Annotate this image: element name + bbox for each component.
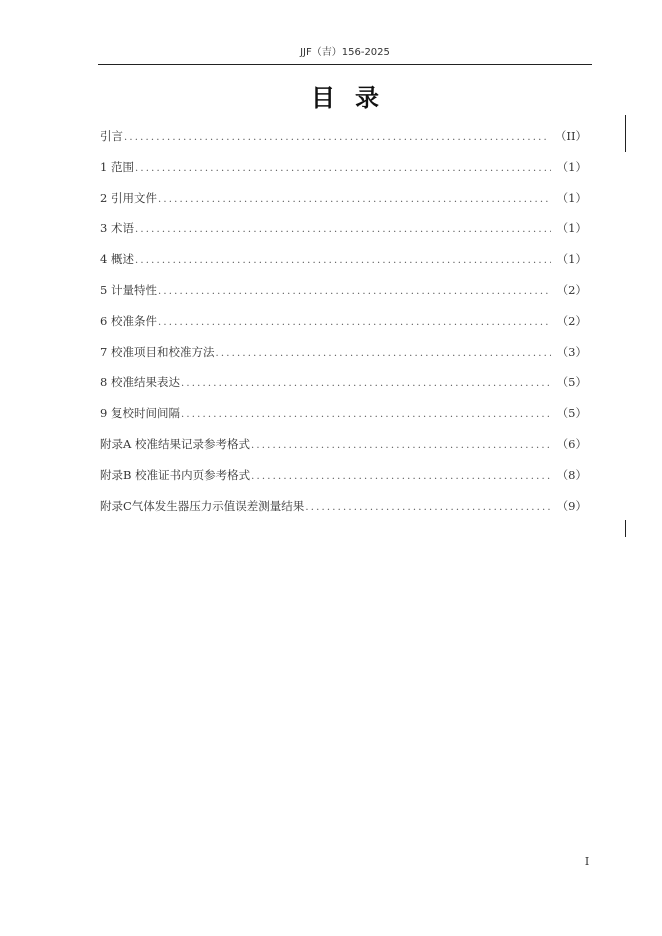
margin-mark-bottom [625, 520, 626, 537]
toc-entry-label: 7 校准项目和校准方法 [100, 344, 215, 359]
toc-entry-metrological-characteristics[interactable] [100, 280, 587, 311]
toc-leader-dots [181, 405, 551, 425]
toc-entry-label: 1 范围 [100, 159, 134, 174]
toc-entry-page: （1） [556, 252, 587, 267]
toc-entry-label: 9 复校时间间隔 [100, 406, 180, 421]
toc-leader-dots [124, 128, 549, 148]
toc-leader-dots [135, 251, 551, 271]
toc-entry-references[interactable] [100, 188, 587, 219]
toc-entry-label: 2 引用文件 [100, 190, 157, 205]
toc-entry-appendix-b[interactable] [100, 465, 587, 496]
toc-entry-foreword[interactable] [100, 126, 587, 157]
toc-entry-label: 6 校准条件 [100, 313, 157, 328]
toc-entry-page: （3） [556, 344, 587, 359]
toc-leader-dots [181, 374, 551, 394]
toc-entry-result-expression[interactable] [100, 372, 587, 403]
toc-entry-page: （2） [556, 282, 587, 297]
toc-entry-label: 附录B 校准证书内页参考格式 [100, 467, 251, 482]
margin-mark-top [625, 115, 626, 152]
toc-entry-page: （1） [556, 159, 587, 174]
toc-entry-page: （6） [556, 436, 587, 451]
toc-entry-page: （9） [556, 498, 587, 513]
toc-entry-overview[interactable] [100, 249, 587, 280]
table-of-contents [100, 126, 587, 526]
toc-entry-label: 3 术语 [100, 221, 134, 236]
toc-entry-calibration-conditions[interactable] [100, 311, 587, 342]
toc-entry-label: 5 计量特性 [100, 282, 157, 297]
toc-entry-label: 8 校准结果表达 [100, 375, 180, 390]
toc-entry-label: 引言 [100, 129, 123, 143]
toc-entry-recalibration-interval[interactable] [100, 403, 587, 434]
toc-leader-dots [158, 313, 551, 333]
toc-entry-page: （1） [556, 221, 587, 236]
toc-leader-dots [251, 436, 551, 456]
toc-entry-label: 附录A 校准结果记录参考格式 [100, 436, 250, 451]
toc-entry-page: （8） [556, 467, 587, 482]
toc-leader-dots [305, 498, 550, 518]
toc-leader-dots [135, 220, 551, 240]
toc-entry-page: （2） [556, 313, 587, 328]
toc-leader-dots [158, 282, 551, 302]
toc-entry-scope[interactable] [100, 157, 587, 188]
page-number: I [584, 855, 590, 868]
toc-entry-calibration-items-methods[interactable] [100, 342, 587, 373]
header-rule [98, 64, 592, 65]
toc-entry-page: （5） [556, 406, 587, 421]
toc-entry-label: 4 概述 [100, 252, 134, 267]
toc-entry-label: 附录C气体发生器压力示值误差测量结果 [100, 498, 305, 513]
toc-entry-page: （5） [556, 375, 587, 390]
toc-entry-appendix-a[interactable] [100, 434, 587, 465]
toc-leader-dots [251, 467, 551, 487]
toc-entry-appendix-c[interactable] [100, 496, 587, 527]
toc-entry-page: （II） [554, 129, 587, 143]
toc-entry-page: （1） [556, 190, 587, 205]
toc-leader-dots [135, 159, 551, 179]
toc-leader-dots [158, 190, 551, 210]
toc-entry-terms[interactable] [100, 218, 587, 249]
toc-leader-dots [215, 344, 550, 364]
document-code-header: JJF（吉）156-2025 [300, 47, 390, 58]
page-title: 目录 [311, 84, 399, 112]
